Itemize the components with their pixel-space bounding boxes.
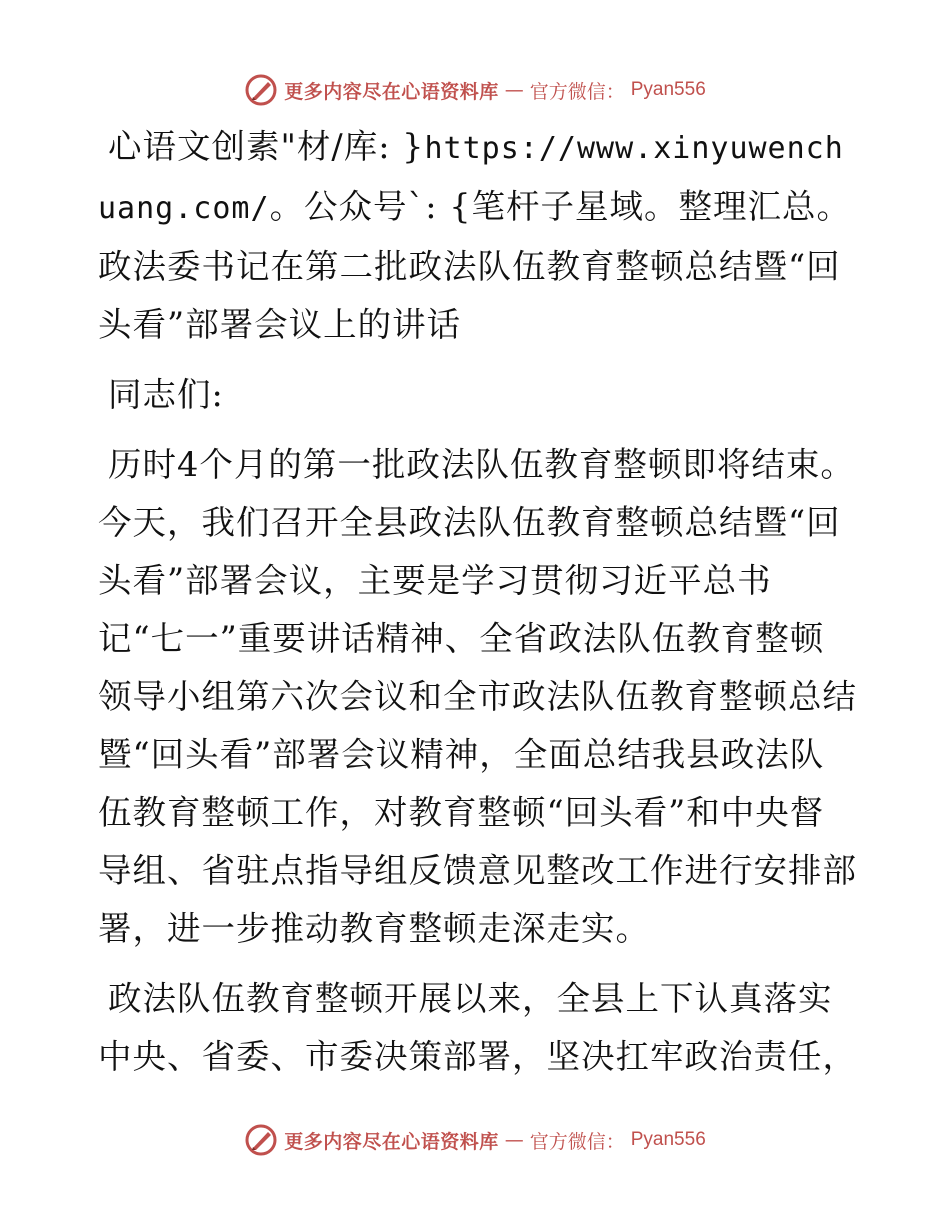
footer-banner (0, 1120, 950, 1160)
salutation: 同志们: (108, 375, 224, 414)
intro-paragraph (98, 118, 858, 354)
intro-prefix: 心语文创素"材/库: } (108, 127, 425, 166)
intro-url: https://www.xinyuwenchuang.com/ (98, 131, 844, 226)
banner-separator: — (504, 79, 524, 101)
quill-pen-logo-icon (244, 1123, 278, 1157)
header-banner (0, 70, 950, 110)
intro-suffix: 。公众号`: {笔杆子星域。整理汇总。政法委书记在第二批政法队伍教育整顿总结暨“回头看”部署会议上的讲话 (98, 187, 852, 344)
banner-separator: — (504, 1129, 524, 1151)
banner-wechat-id: Pyan556 (630, 79, 706, 100)
body-paragraph-2: 政法队伍教育整顿开展以来，全县上下认真落实中央、省委、市委决策部署，坚决扛牢政治责任， (98, 979, 857, 1076)
banner-wechat-label: 官方微信： (529, 1130, 625, 1153)
banner-wechat-label: 官方微信： (529, 80, 625, 103)
banner-brand: 更多内容尽在心语资料库 (284, 80, 499, 103)
document-body (98, 118, 858, 1098)
banner-wechat-id: Pyan556 (630, 1129, 706, 1150)
banner-brand: 更多内容尽在心语资料库 (284, 1130, 499, 1153)
body-paragraph-1: 历时4个月的第一批政法队伍教育整顿即将结束。今天，我们召开全县政法队伍教育整顿总结暨“回头看”部署会议，主要是学习贯彻习近平总书记“七一”重要讲话精神、全省政法队伍教育整顿领导小组第六次会议和全市政法队伍教育整顿总结暨“回头看”部署会议精神，全面总结我县政法队伍教育整顿工作，对教育整顿“回头看”和中央督导组、省驻点指导组反馈意见整改工作进行安排部署，进一步推动教育整顿走深走实。 (98, 445, 857, 948)
quill-pen-logo-icon (244, 73, 278, 107)
